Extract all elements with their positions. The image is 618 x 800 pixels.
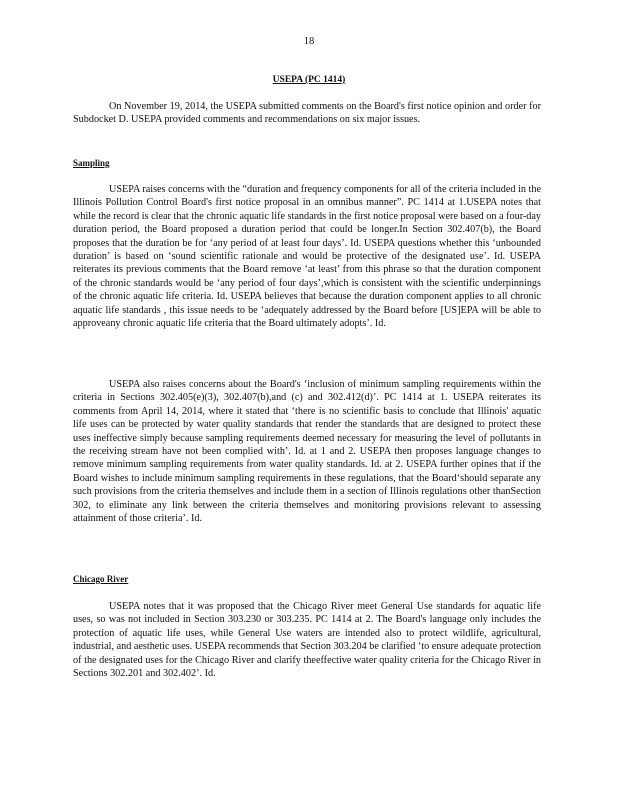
page-number: 18	[303, 36, 315, 47]
section-heading	[0, 75, 618, 85]
heading-text: USEPA (PC 1414)	[272, 75, 346, 85]
sampling-paragraph-2: USEPA also raises concerns about the Board's ‘inclusion of minimum sampling requirements within the criteria in Sections 302.405(e)(3), 302.407(b),and (c) and 302.412(d)’. PC 1414 at 1. USEPA reiterates its comments from April 14, 2014, where it stated that ‘there is no scientific basis to conclude that Illinois' aquatic life uses can be protected by water quality standards that render the standards that are designed to protect these uses ineffective simply because sampling requirements deemed necessary for measuring the level of pollutants in the receiving stream have not been complied with’. Id. at 1 and 2. USEPA then proposes language changes to remove minimum sampling requirements from water quality standards. Id. at 2. USEPA further opines that if the Board wishes to include minimum sampling requirements in these regulations, that the Board‘should separate any such provisions from the criteria themselves and include them in a section of Illinois regulations other thanSection 302, to eliminate any link between the criteria themselves and monitoring provisions relevant to assessing attainment of those criteria’. Id.	[73, 379, 541, 525]
chicago-river-paragraph: USEPA notes that it was proposed that the Chicago River meet General Use standards for aquatic life uses, so was not included in Section 303.230 or 303.235. PC 1414 at 2. The Board's language only includes the protection of aquatic life uses, while General Use waters are intended also to protect wildlife, agricultural, industrial, and aesthetic uses. USEPA recommends that Section 303.204 be clarified ‘to ensure adequate protection of the designated uses for the Chicago River and clarify theeffective water quality criteria for the Chicago River in Sections 302.201 and 302.402’. Id.	[73, 601, 541, 680]
section-title-sampling: Sampling	[73, 158, 110, 168]
section-title-chicago-river: Chicago River	[73, 574, 129, 584]
sampling-paragraph-1: USEPA raises concerns with the “duration and frequency components for all of the criteria included in the Illinois Pollution Control Board's first notice proposal in an omnibus manner”. PC 1414 at 1.USEPA notes that while the record is clear that the chronic aquatic life standards in the first notice proposal were based on a four-day duration period, the Board proposed a duration period that could be longer.In Section 302.407(b), the Board proposes that the duration be for ‘any period of at least four days’. Id. USEPA questions whether this ‘unbounded duration’ is based on ‘sound scientific rationale and would be protective of the designated use’. Id. USEPA reiterates its previous comments that the Board remove ‘at least’ from this phrase so that the duration component of the chronic standards would be ‘any period of four days’,which is consistent with the scientific underpinnings of the chronic aquatic life criteria. Id. USEPA believes that because the duration component applies to all chronic aquatic life standards , this issue needs to be ‘adequately addressed by the Board before [US]EPA will be able to approveany chronic aquatic life criteria that the Board ultimately adopts’. Id.	[73, 184, 541, 330]
intro-paragraph: On November 19, 2014, the USEPA submitted comments on the Board's first notice opinion and order for Subdocket D. USEPA provided comments and recommendations on six major issues.	[73, 101, 541, 126]
